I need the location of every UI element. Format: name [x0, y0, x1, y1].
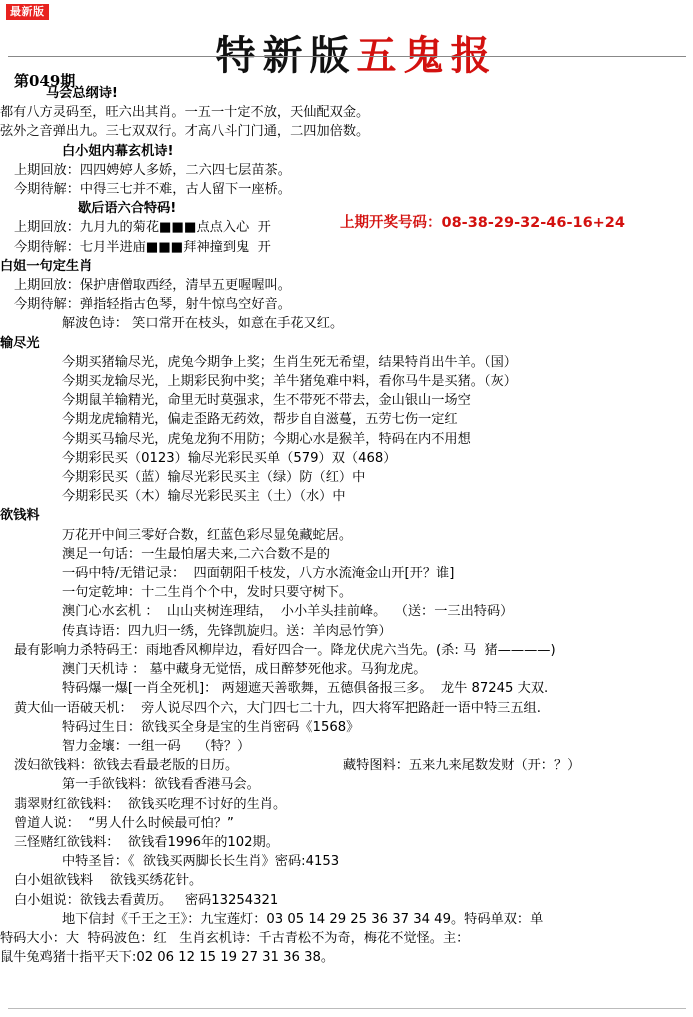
- content-line: 三怪赌红欲钱料： 欲钱看1996年的102期。: [14, 834, 279, 850]
- issue-number: 第049期: [14, 72, 76, 90]
- content-line: 今期龙虎输精光，偏走歪路无药效，帮步自自滋蔓，五劳七伤一定红: [62, 412, 458, 428]
- content-line: 白小姐说：欲钱去看黄历。 密码13254321: [14, 892, 279, 908]
- page-title: [0, 24, 693, 81]
- title-divider: [8, 56, 686, 57]
- content-line: 一句定乾坤：十二生肖个个中，发时只要守树下。: [62, 585, 353, 601]
- content-line: 今期彩民买（木）输尽光彩民买主（土）（水）中: [62, 489, 346, 505]
- content-line: 今期彩民买（0123）输尽光彩民买单（579）双（468）: [62, 450, 397, 466]
- content-line: 今期待解：七月半进庙■■■拜神撞到鬼 开: [14, 239, 271, 255]
- content-line: 歇后语六合特码!: [78, 201, 177, 217]
- content-line: 澳门天机诗 ： 墓中藏身无觉悟，成日醉梦死他求。马狗龙虎。: [62, 662, 427, 678]
- content-line: 传真诗语：四九归一绣，先锋凯旋归。送：羊肉忌竹笋）: [62, 623, 392, 639]
- title-part1: 特新版: [215, 32, 357, 79]
- content-line: 特码大小：大 特码波色：红 生肖玄机诗：千古青松不为奇，梅花不觉怪。主：: [0, 930, 470, 946]
- content-line: 今期买马输尽光，虎兔龙狗不用防；今期心水是猴羊，特码在内不用想: [62, 431, 471, 447]
- content-line: 特码爆一爆[一肖全死机]： 两翅遮天善歌舞，五德俱备报三多。 龙牛 87245 大双.: [62, 681, 549, 697]
- content-line: 今期买龙输尽光，上期彩民狗中奖；羊牛猪兔难中料，看你马牛是买猪。（灰）: [62, 374, 517, 390]
- content-line: 澳足一句话：一生最怕屠夫来,二六合数不是的: [62, 546, 330, 562]
- title-part2: 五鬼报: [356, 32, 498, 79]
- content-line: 今期买猪输尽光，虎兔今期争上奖；生肖生死无希望，结果特肖出牛羊。（国）: [62, 354, 517, 370]
- content-line: 马会总纲诗!: [46, 86, 118, 101]
- content-line: 曾道人说： “男人什么时候最可怕？”: [14, 815, 234, 831]
- prize-number-line: 上期开奖号码：08-38-29-32-46-16+24: [340, 215, 625, 231]
- content-line: 黄大仙一语破天机： 旁人说尽四个六，大门四七二十九，四大将军把路赶一语中特三五组.: [14, 700, 541, 716]
- content-line: 弦外之音弹出九。三七双双行。才高八斗门门通，二四加倍数。: [0, 124, 370, 140]
- content-line: 今期鼠羊输精光，命里无时莫强求，生不带死不带去，金山银山一场空: [62, 393, 471, 409]
- page-title-text: [196, 24, 498, 81]
- content-line: 第一手欲钱料：欲钱看香港马会。: [62, 777, 260, 793]
- content-line: 上期回放：保护唐僧取西经，清早五更喔喔叫。: [14, 278, 291, 294]
- content-line: 一码中特/无错记录： 四面朝阳千枝发，八方水流淹金山开[开？谁]: [62, 566, 455, 582]
- content-line: 输尽光: [0, 335, 40, 351]
- content-line: 泼妇欲钱料：欲钱去看最老版的日历。 藏特图料：五来九来尾数发财（开：？）: [14, 758, 581, 774]
- content-line: 白姐一句定生肖: [0, 258, 93, 274]
- latest-version-badge: 最新版: [6, 4, 49, 20]
- content-line: 今期彩民买（蓝）输尽光彩民买主（绿）防（红）中: [62, 470, 366, 486]
- content-line: 鼠牛兔鸡猪十指平天下:02 06 12 15 19 27 31 36 38。: [0, 950, 335, 966]
- content-line: 今期待解：弹指轻指古色琴，射牛惊鸟空好音。: [14, 297, 291, 313]
- content-line: 万花开中间三零好合数，红蓝色彩尽显兔藏蛇居。: [62, 527, 353, 543]
- content-line: 中特圣旨：《 欲钱买两脚长长生肖》密码:4153: [62, 854, 340, 870]
- content-line: 今期待解：中得三七并不难，古人留下一座桥。: [14, 182, 291, 198]
- content-line: 白小姐内幕玄机诗!: [62, 143, 174, 159]
- content-line: 都有八方灵码至，旺六出其肖。一五一十定不放，天仙配双金。: [0, 105, 370, 121]
- content-line: 特码过生日：欲钱买全身是宝的生肖密码《1568》: [62, 719, 360, 735]
- content-line: 上期回放：九月九的菊花■■■点点入心 开: [14, 220, 271, 236]
- content-line: 上期回放：四四娉婷人多娇，二六四七层苗茶。: [14, 162, 291, 178]
- content-line: 解波色诗： 笑口常开在枝头，如意在手花又红。: [62, 316, 344, 332]
- content-line: 地下信封《千王之王》：九宝莲灯：03 05 14 29 25 36 37 34 49。特码单双：单: [62, 911, 544, 927]
- bottom-divider: [8, 1008, 686, 1009]
- content-line: 最有影响力杀特码王：雨地香风柳岸边，看好四合一。降龙伏虎六当先。(杀: 马 猪————): [14, 642, 556, 658]
- content-line: 白小姐欲钱料 欲钱买绣花针。: [14, 873, 203, 889]
- content-line: 翡翠财红欲钱料： 欲钱买吃理不讨好的生肖。: [14, 796, 287, 812]
- content-line: 智力金壤：一组一码 （特？）: [62, 738, 251, 754]
- content-line: 澳门心水玄机 ： 山山夹树连理结， 小小羊头挂前峰。 （送：一三出特码）: [62, 604, 514, 620]
- content-line: 欲钱料: [0, 508, 40, 524]
